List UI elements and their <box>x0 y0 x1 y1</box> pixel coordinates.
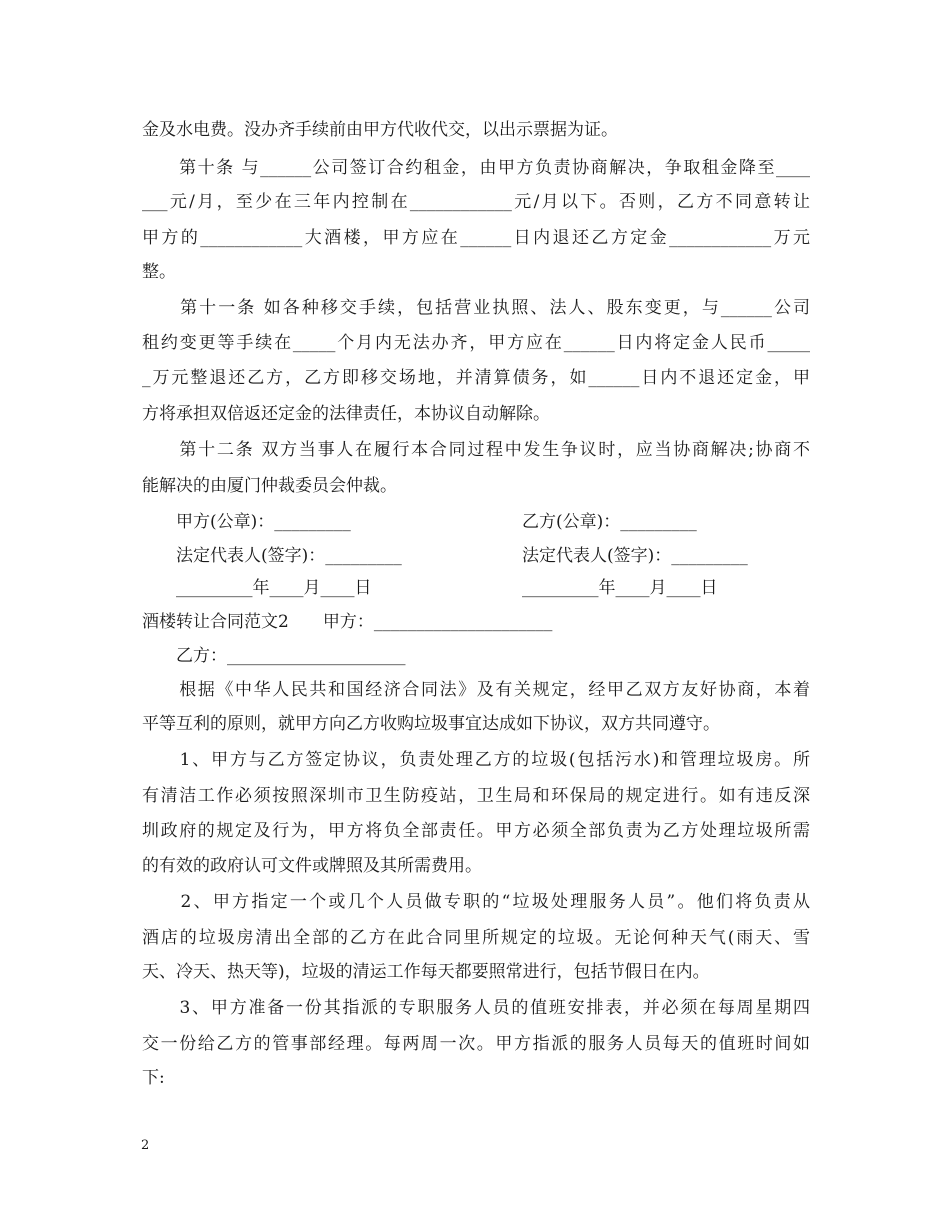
item-2-line: 2、甲方指定一个或几个人员做专职的“垃圾处理服务人员”。他们将负责从 <box>142 892 810 912</box>
article-12-line: 能解决的由厦门仲裁委员会仲裁。 <box>142 476 397 496</box>
party-b-representative: 法定代表人(签字)：_________ <box>522 546 748 566</box>
basis-line: 平等互利的原则，就甲方向乙方收购垃圾事宜达成如下协议，双方共同遵守。 <box>142 714 720 734</box>
item-1-line: 1、甲方与乙方签定协议，负责处理乙方的垃圾(包括污水)和管理垃圾房。所 <box>142 750 810 770</box>
party-a-date: _________年____月____日 <box>176 578 372 598</box>
item-3-line: 下: <box>142 1068 165 1088</box>
article-11-line: _万元整退还乙方，乙方即移交场地，并清算债务，如______日内不退还定金，甲 <box>142 368 810 388</box>
article-10-line: 甲方的____________大酒楼，甲方应在______日内退还乙方定金____________万元 <box>142 228 810 248</box>
article-11-line: 第十一条 如各种移交手续，包括营业执照、法人、股东变更，与______公司 <box>142 298 810 318</box>
paragraph-line: 金及水电费。没办齐手续前由甲方代收代交，以出示票据为证。 <box>142 120 618 140</box>
page-number: 2 <box>141 1138 150 1153</box>
article-12-line: 第十二条 双方当事人在履行本合同过程中发生争议时，应当协商解决;协商不 <box>142 440 810 460</box>
item-1-line: 的有效的政府认可文件或牌照及其所需费用。 <box>142 856 482 876</box>
article-11-line: 租约变更等手续在_____个月内无法办齐，甲方应在______日内将定金人民币_____ <box>142 333 810 353</box>
party-b-seal: 乙方(公章)：_________ <box>522 512 697 532</box>
article-10-line: ___元/月，至少在三年内控制在____________元/月以下。否则，乙方不同意转让 <box>142 192 810 212</box>
item-3-line: 交一份给乙方的管事部经理。每两周一次。甲方指派的服务人员每天的值班时间如 <box>142 1034 810 1054</box>
article-10-line: 第十条 与______公司签订合约租金，由甲方负责协商解决，争取租金降至____ <box>142 158 810 178</box>
item-1-line: 有清洁工作必须按照深圳市卫生防疫站，卫生局和环保局的规定进行。如有违反深 <box>142 786 810 806</box>
template-2-party-b: 乙方：_____________________ <box>176 646 406 666</box>
basis-line: 根据《中华人民共和国经济合同法》及有关规定，经甲乙双方友好协商，本着 <box>142 680 810 700</box>
item-1-line: 圳政府的规定及行为，甲方将负全部责任。甲方必须全部负责为乙方处理垃圾所需 <box>142 821 810 841</box>
item-3-line: 3、甲方准备一份其指派的专职服务人员的值班安排表，并必须在每周星期四 <box>142 998 810 1018</box>
article-11-line: 方将承担双倍返还定金的法律责任，本协议自动解除。 <box>142 404 550 424</box>
item-2-line: 酒店的垃圾房清出全部的乙方在此合同里所规定的垃圾。无论何种天气(雨天、雪 <box>142 928 810 948</box>
template-2-title: 酒楼转让合同范文2 甲方：_____________________ <box>142 612 553 632</box>
party-a-representative: 法定代表人(签字)：_________ <box>176 546 402 566</box>
item-2-line: 天、冷天、热天等)，垃圾的清运工作每天都要照常进行，包括节假日在内。 <box>142 962 710 982</box>
article-10-line: 整。 <box>142 262 176 282</box>
party-b-date: _________年____月____日 <box>522 578 718 598</box>
party-a-seal: 甲方(公章)：_________ <box>176 512 351 532</box>
